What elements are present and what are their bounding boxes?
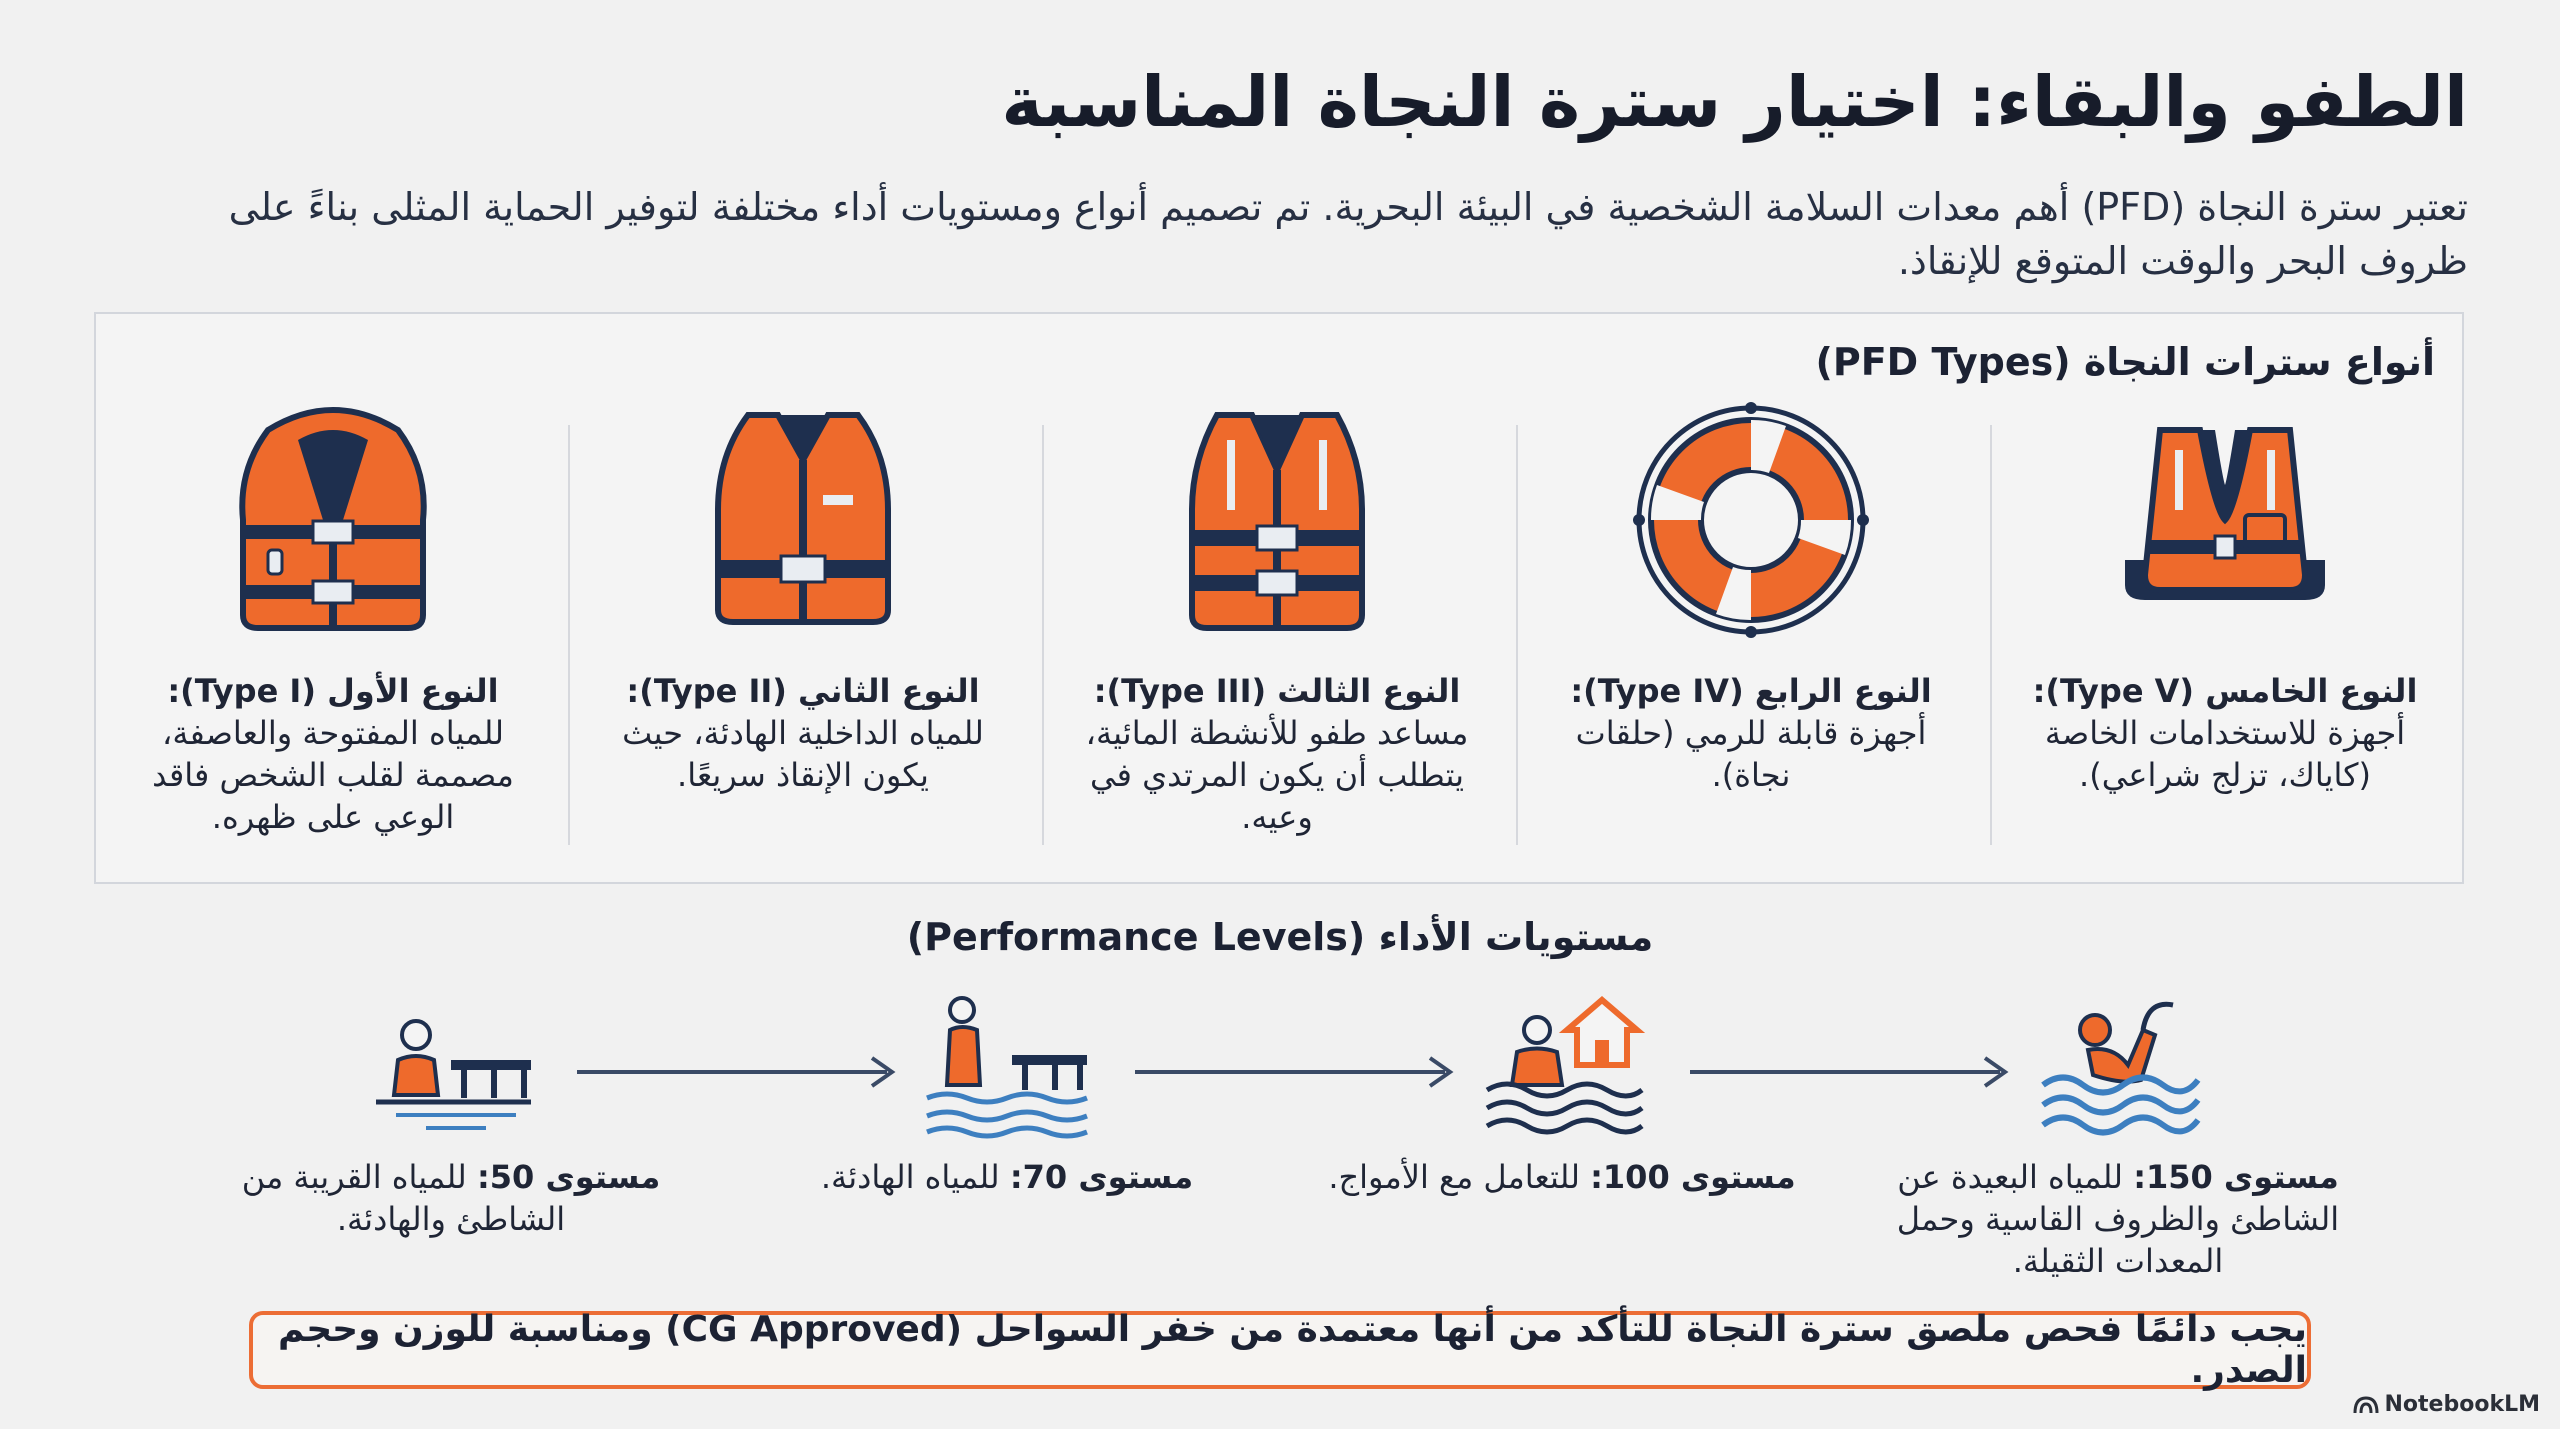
performance-level-150	[1878, 990, 2358, 1282]
pfd-type-4	[1516, 400, 1986, 870]
brand-watermark	[2353, 1392, 2540, 1417]
arrow-right-icon	[1685, 1052, 2015, 1092]
pfd-type-3	[1042, 400, 1512, 870]
offshore-vest-icon	[213, 400, 453, 640]
brand-name: NotebookLM	[2384, 1392, 2540, 1417]
person-near-dock-icon	[366, 990, 536, 1140]
life-ring-icon	[1631, 400, 1871, 640]
performance-level-50	[211, 990, 691, 1240]
type-2-desc: للمياه الداخلية الهادئة، حيث يكون الإنقاذ سريعًا.	[622, 714, 984, 794]
type-1-label: النوع الأول (Type I):	[167, 672, 499, 710]
person-waves-house-icon	[1477, 990, 1647, 1140]
type-5-label: النوع الخامس (Type V):	[2032, 672, 2418, 710]
person-calm-water-dock-icon	[922, 990, 1092, 1140]
level-50-desc: للمياه القريبة من الشاطئ والهادئة.	[241, 1158, 566, 1238]
rough-water-swimmer-icon	[2033, 990, 2203, 1140]
type-3-desc: مساعد طفو للأنشطة المائية، يتطلب أن يكون المرتدي في وعيه.	[1085, 714, 1469, 836]
performance-level-100	[1322, 990, 1802, 1198]
performance-level-70	[767, 990, 1247, 1198]
approval-note-text: يجب دائمًا فحص ملصق سترة النجاة للتأكد من أنها معتمدة من خفر السواحل (CG Approved) ومناسبة للوزن وحجم الصدر.	[277, 1309, 2307, 1391]
level-150-desc: للمياه البعيدة عن الشاطئ والظروف القاسية وحمل المعدات الثقيلة.	[1896, 1158, 2340, 1280]
performance-section-title: مستويات الأداء (Performance Levels)	[906, 915, 1654, 959]
pfd-type-2	[568, 400, 1038, 870]
pfd-type-1	[98, 400, 568, 870]
special-use-vest-icon	[2105, 400, 2345, 640]
near-shore-vest-icon	[683, 400, 923, 640]
level-100-label: مستوى 100:	[1590, 1158, 1796, 1196]
level-50-label: مستوى 50:	[476, 1158, 661, 1196]
type-5-desc: أجهزة للاستخدامات الخاصة (كاياك، تزلج شراعي).	[2044, 714, 2406, 794]
page-title: الطفو والبقاء: اختيار سترة النجاة المناسبة	[1001, 61, 2468, 143]
type-2-label: النوع الثاني (Type II):	[626, 672, 980, 710]
approval-note-box	[249, 1311, 2311, 1389]
type-4-label: النوع الرابع (Type IV):	[1570, 672, 1932, 710]
level-100-desc: للتعامل مع الأمواج.	[1328, 1158, 1580, 1196]
types-section-title: أنواع سترات النجاة (PFD Types)	[1815, 340, 2435, 384]
flotation-aid-vest-icon	[1157, 400, 1397, 640]
type-3-label: النوع الثالث (Type III):	[1093, 672, 1461, 710]
level-150-label: مستوى 150:	[2133, 1158, 2339, 1196]
arrow-right-icon	[572, 1052, 902, 1092]
intro-text: تعتبر سترة النجاة (PFD) أهم معدات السلامة الشخصية في البيئة البحرية. تم تصميم أنواع ومستويات أداء مختلفة لتوفير الحماية المثلى بناءً على ظروف البحر والوقت المتوقع للإنقاذ.	[228, 185, 2468, 283]
arrow-right-icon	[1130, 1052, 1460, 1092]
notebooklm-logo-icon	[2353, 1395, 2379, 1415]
type-4-desc: أجهزة قابلة للرمي (حلقات نجاة).	[1575, 714, 1927, 794]
level-70-label: مستوى 70:	[1009, 1158, 1194, 1196]
pfd-type-5	[1990, 400, 2460, 870]
type-1-desc: للمياه المفتوحة والعاصفة، مصممة لقلب الشخص فاقد الوعي على ظهره.	[152, 714, 514, 836]
level-70-desc: للمياه الهادئة.	[820, 1158, 1000, 1196]
